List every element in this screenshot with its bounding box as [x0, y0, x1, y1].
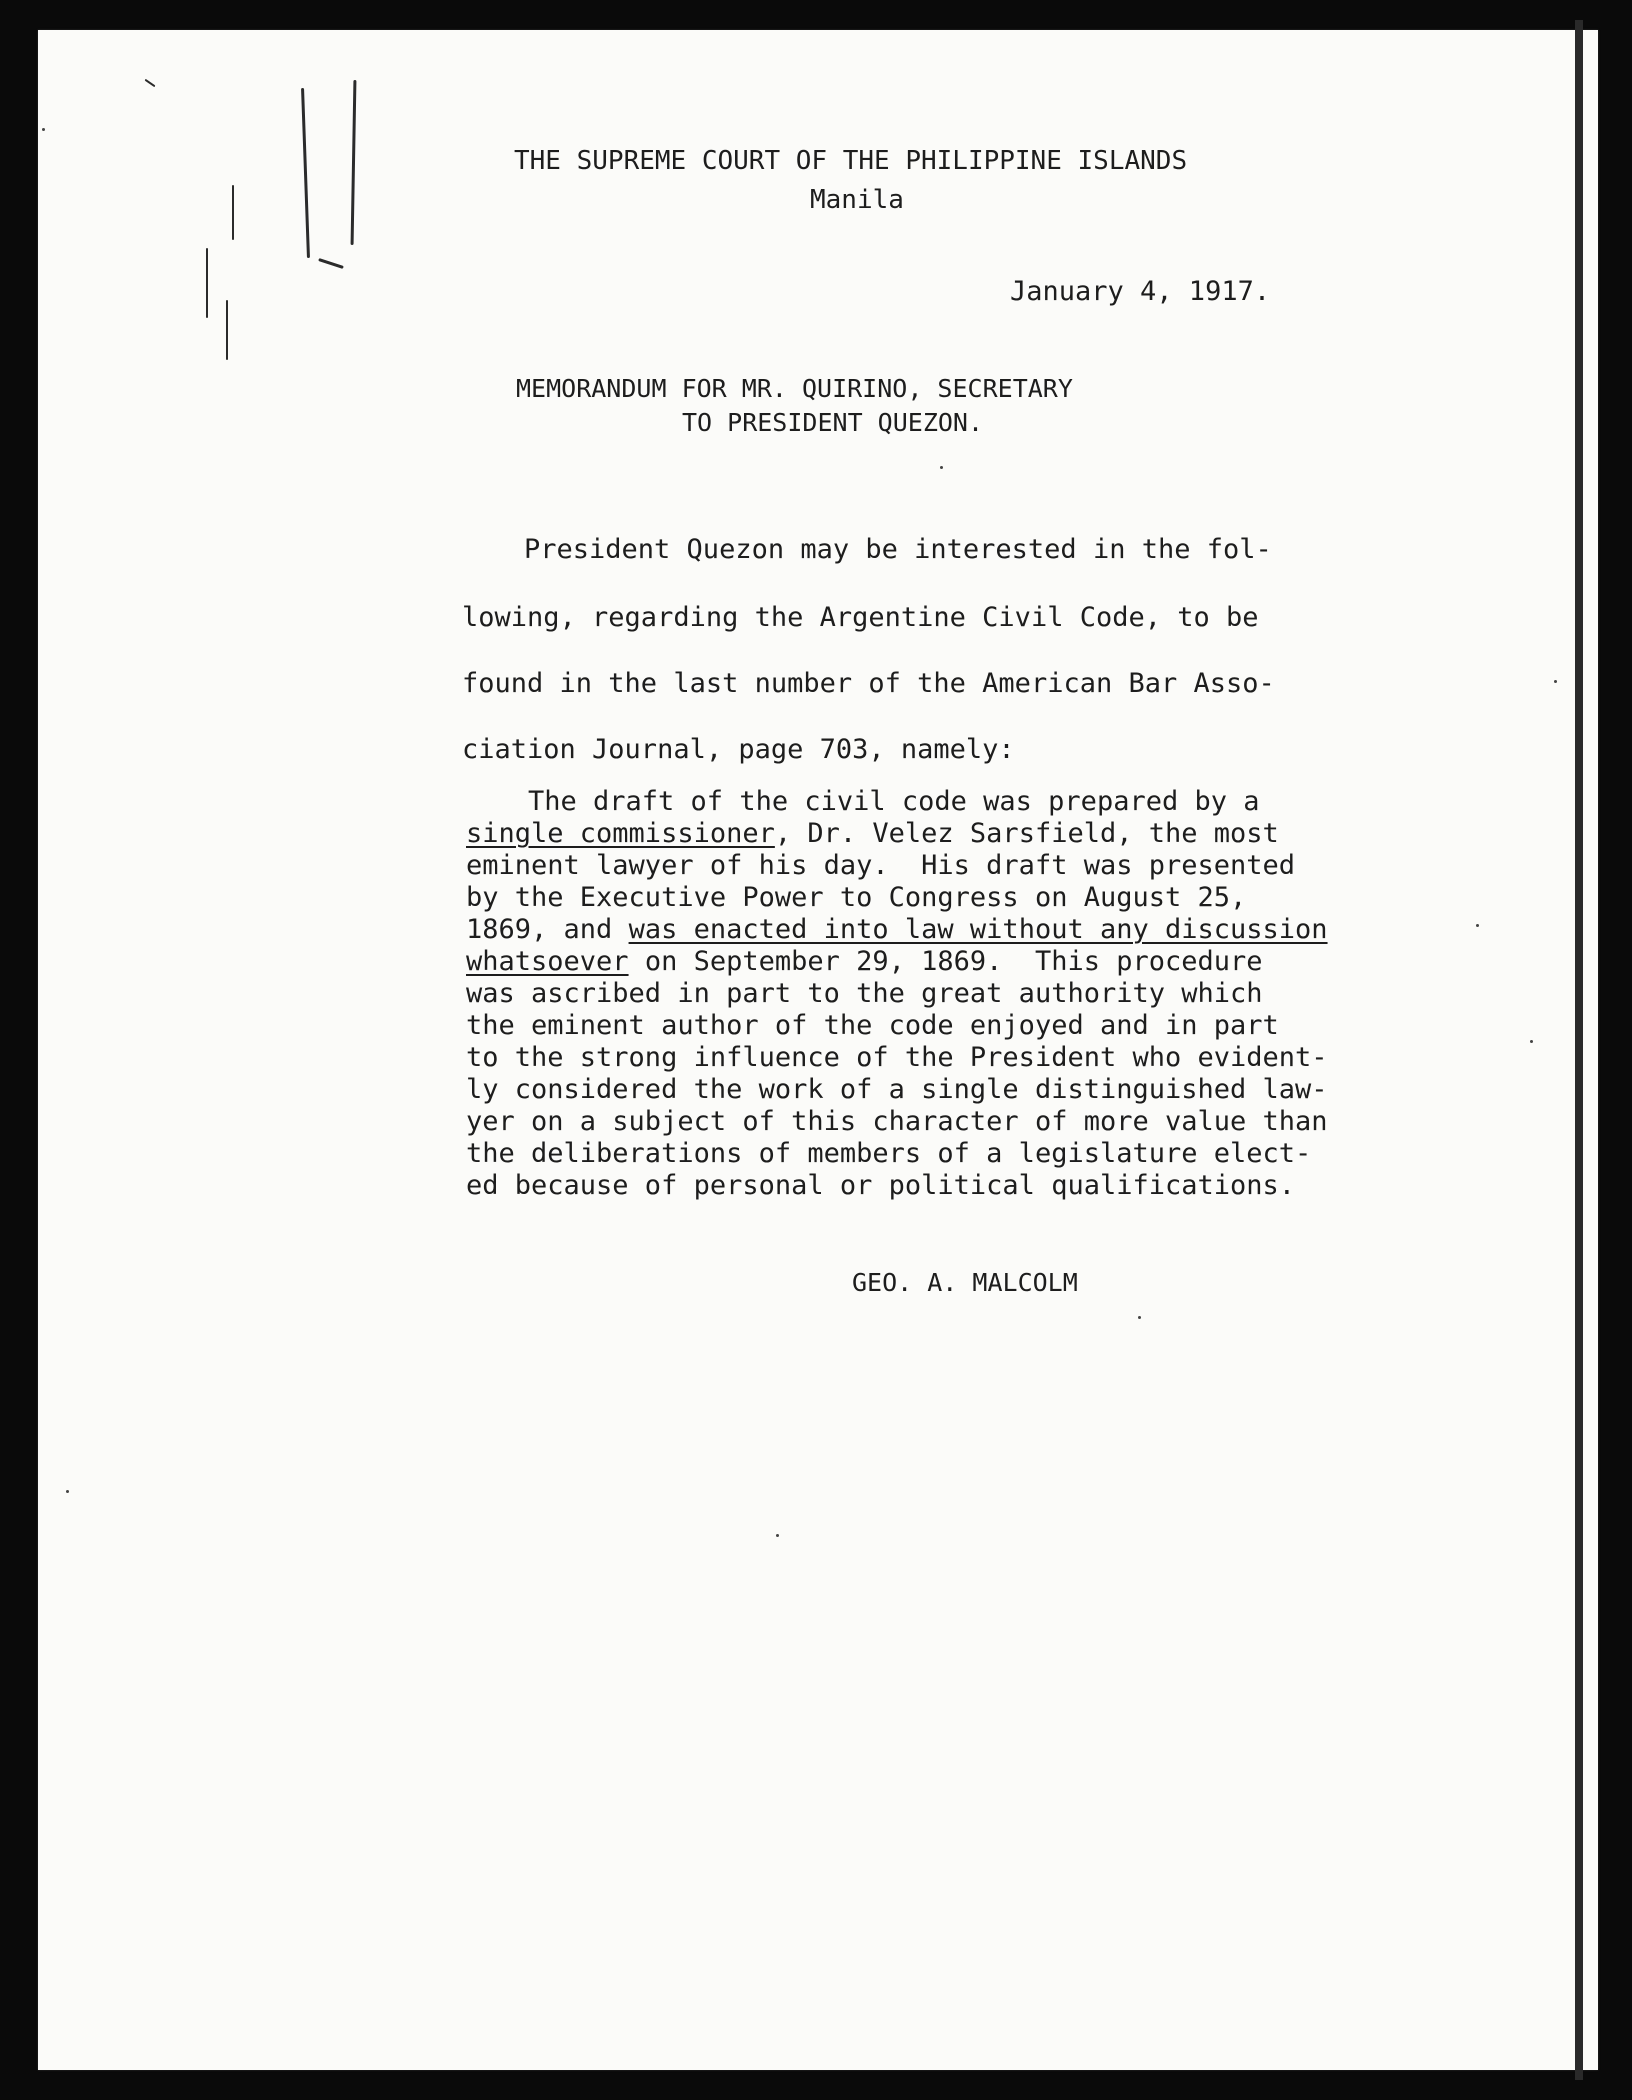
quote-line: The draft of the civil code was prepared by a [528, 786, 1260, 817]
memo-heading-line-1: MEMORANDUM FOR MR. QUIRINO, SECRETARY [516, 374, 1073, 403]
quote-line: the deliberations of members of a legislature elect- [466, 1138, 1312, 1169]
quote-line: yer on a subject of this character of more value than [466, 1106, 1328, 1137]
speck [1138, 1316, 1141, 1319]
pen-mark-4 [206, 248, 208, 318]
letterhead-city: Manila [810, 185, 904, 215]
pen-mark-5 [232, 185, 234, 240]
underlined-phrase: single commissioner [466, 818, 775, 849]
quote-line: eminent lawyer of his day. His draft was presented [466, 850, 1296, 881]
pen-mark-6 [226, 300, 228, 360]
signature-name: GEO. A. MALCOLM [852, 1268, 1078, 1297]
underlined-phrase: whatsoever [466, 946, 629, 977]
quote-line: was ascribed in part to the great authority which [466, 978, 1263, 1009]
letterhead-court: THE SUPREME COURT OF THE PHILIPPINE ISLANDS [514, 146, 1188, 176]
quote-line [466, 914, 1328, 946]
body-paragraph-line: ciation Journal, page 703, namely: [462, 734, 1015, 765]
speck [42, 128, 45, 131]
speck [1554, 680, 1557, 683]
speck [66, 1490, 69, 1493]
speck [1476, 924, 1479, 927]
memo-heading-line-2: TO PRESIDENT QUEZON. [682, 408, 984, 437]
speck [940, 466, 943, 469]
quote-line [466, 946, 1263, 978]
quote-text: , Dr. Velez Sarsfield, the most [774, 818, 1279, 849]
quote-line: the eminent author of the code enjoyed and in part [466, 1010, 1279, 1041]
page-edge-shadow [1575, 20, 1583, 2080]
quote-text: on September 29, 1869. This procedure [628, 946, 1263, 977]
quote-line: to the strong influence of the President who evident- [466, 1042, 1328, 1073]
memo-date: January 4, 1917. [1010, 276, 1271, 307]
body-paragraph-line: President Quezon may be interested in the fol- [524, 534, 1272, 565]
quote-line: ed because of personal or political qualifications. [466, 1170, 1296, 1201]
underlined-phrase: was enacted into law without any discussion [628, 914, 1328, 945]
quote-line [466, 818, 1279, 850]
body-paragraph-line: lowing, regarding the Argentine Civil Code, to be [462, 602, 1259, 633]
quote-text: 1869, and [466, 914, 629, 945]
speck [776, 1534, 779, 1537]
body-paragraph-line: found in the last number of the American Bar Asso- [462, 668, 1275, 699]
speck [1530, 1040, 1533, 1043]
quote-line: by the Executive Power to Congress on August 25, [466, 882, 1247, 913]
quote-line: ly considered the work of a single distinguished law- [466, 1074, 1328, 1105]
